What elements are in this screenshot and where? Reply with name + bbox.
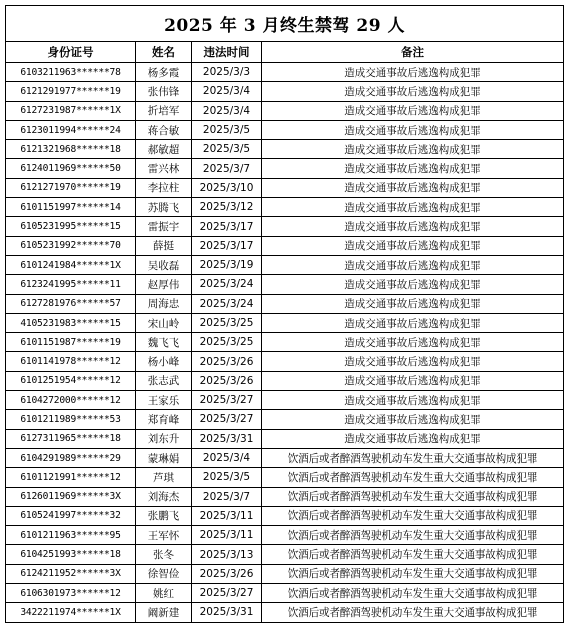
violation-date-cell: 2025/3/27 [192,584,262,603]
table-row [6,140,564,159]
id-number-cell: 6105231992******70 [6,236,136,255]
id-number-cell: 6127311965******18 [6,429,136,448]
violation-date-cell: 2025/3/10 [192,178,262,197]
table-row [6,120,564,139]
table-row [6,294,564,313]
violation-date-cell: 2025/3/24 [192,294,262,313]
violation-date-cell: 2025/3/26 [192,352,262,371]
remark-cell: 饮酒后或者醉酒驾驶机动车发生重大交通事故构成犯罪 [262,468,564,487]
name-cell: 王家乐 [136,391,192,410]
name-cell: 张鹏飞 [136,506,192,525]
violation-date-cell: 2025/3/11 [192,506,262,525]
name-cell: 周海忠 [136,294,192,313]
name-cell: 郝敏超 [136,140,192,159]
name-cell: 张冬 [136,545,192,564]
violation-date-cell: 2025/3/4 [192,101,262,120]
remark-cell: 造成交通事故后逃逸构成犯罪 [262,275,564,294]
id-number-cell: 6106301973******12 [6,584,136,603]
remark-cell: 造成交通事故后逃逸构成犯罪 [262,255,564,274]
remark-cell: 造成交通事故后逃逸构成犯罪 [262,333,564,352]
table-row [6,159,564,178]
name-cell: 张伟锋 [136,82,192,101]
name-cell: 蒋合敏 [136,120,192,139]
remark-cell: 造成交通事故后逃逸构成犯罪 [262,352,564,371]
id-number-cell: 6105241997******32 [6,506,136,525]
violation-date-cell: 2025/3/26 [192,564,262,583]
name-cell: 杨小峰 [136,352,192,371]
remark-cell: 造成交通事故后逃逸构成犯罪 [262,429,564,448]
violation-date-cell: 2025/3/24 [192,275,262,294]
id-number-cell: 6127281976******57 [6,294,136,313]
violation-date-cell: 2025/3/25 [192,313,262,332]
id-number-cell: 6124011969******50 [6,159,136,178]
name-cell: 郑育峰 [136,410,192,429]
table-row [6,391,564,410]
id-number-cell: 6101151987******19 [6,333,136,352]
table-row [6,545,564,564]
table-row [6,371,564,390]
name-cell: 薛挺 [136,236,192,255]
violation-date-cell: 2025/3/19 [192,255,262,274]
table-row [6,101,564,120]
id-number-cell: 6104291989******29 [6,448,136,467]
id-number-cell: 6121271970******19 [6,178,136,197]
id-number-cell: 6121321968******18 [6,140,136,159]
id-number-cell: 6104251993******18 [6,545,136,564]
name-cell: 芦琪 [136,468,192,487]
table-body [6,63,564,623]
remark-cell: 造成交通事故后逃逸构成犯罪 [262,217,564,236]
header-name: 姓名 [136,42,192,63]
id-number-cell: 6126011969******3X [6,487,136,506]
name-cell: 刘海杰 [136,487,192,506]
table-title: 2025 年 3 月终生禁驾 29 人 [6,6,564,42]
table-row [6,313,564,332]
table-row [6,217,564,236]
violation-date-cell: 2025/3/4 [192,82,262,101]
remark-cell: 造成交通事故后逃逸构成犯罪 [262,120,564,139]
remark-cell: 造成交通事故后逃逸构成犯罪 [262,101,564,120]
table-row [6,429,564,448]
remark-cell: 造成交通事故后逃逸构成犯罪 [262,82,564,101]
remark-cell: 造成交通事故后逃逸构成犯罪 [262,198,564,217]
remark-cell: 饮酒后或者醉酒驾驶机动车发生重大交通事故构成犯罪 [262,448,564,467]
remark-cell: 造成交通事故后逃逸构成犯罪 [262,140,564,159]
remark-cell: 饮酒后或者醉酒驾驶机动车发生重大交通事故构成犯罪 [262,526,564,545]
violation-date-cell: 2025/3/27 [192,410,262,429]
table-row [6,63,564,82]
name-cell: 苏腾飞 [136,198,192,217]
violation-date-cell: 2025/3/11 [192,526,262,545]
table-row [6,584,564,603]
name-cell: 王军怀 [136,526,192,545]
table-row [6,564,564,583]
title-row [6,6,564,42]
name-cell: 吴收磊 [136,255,192,274]
violation-date-cell: 2025/3/26 [192,371,262,390]
table-row [6,410,564,429]
name-cell: 蒙琳娟 [136,448,192,467]
document-sheet [5,5,563,627]
violation-date-cell: 2025/3/5 [192,468,262,487]
header-row [6,42,564,63]
header-id-number: 身份证号 [6,42,136,63]
table-row [6,603,564,622]
name-cell: 李拉柱 [136,178,192,197]
name-cell: 雷振宇 [136,217,192,236]
remark-cell: 造成交通事故后逃逸构成犯罪 [262,313,564,332]
table-row [6,526,564,545]
remark-cell: 造成交通事故后逃逸构成犯罪 [262,236,564,255]
id-number-cell: 6101121991******12 [6,468,136,487]
violation-date-cell: 2025/3/4 [192,448,262,467]
remark-cell: 饮酒后或者醉酒驾驶机动车发生重大交通事故构成犯罪 [262,584,564,603]
table-row [6,178,564,197]
header-violation-date: 违法时间 [192,42,262,63]
remark-cell: 饮酒后或者醉酒驾驶机动车发生重大交通事故构成犯罪 [262,564,564,583]
remark-cell: 饮酒后或者醉酒驾驶机动车发生重大交通事故构成犯罪 [262,487,564,506]
violation-date-cell: 2025/3/7 [192,159,262,178]
remark-cell: 造成交通事故后逃逸构成犯罪 [262,178,564,197]
id-number-cell: 6103211963******78 [6,63,136,82]
table-row [6,352,564,371]
violation-date-cell: 2025/3/17 [192,217,262,236]
remark-cell: 饮酒后或者醉酒驾驶机动车发生重大交通事故构成犯罪 [262,545,564,564]
table-row [6,487,564,506]
table-row [6,255,564,274]
remark-cell: 饮酒后或者醉酒驾驶机动车发生重大交通事故构成犯罪 [262,506,564,525]
id-number-cell: 6123011994******24 [6,120,136,139]
violation-date-cell: 2025/3/5 [192,140,262,159]
id-number-cell: 6101251954******12 [6,371,136,390]
remark-cell: 造成交通事故后逃逸构成犯罪 [262,391,564,410]
name-cell: 阚新建 [136,603,192,622]
table-row [6,82,564,101]
table-row [6,275,564,294]
name-cell: 刘东升 [136,429,192,448]
id-number-cell: 4105231983******15 [6,313,136,332]
id-number-cell: 3422211974******1X [6,603,136,622]
table-row [6,333,564,352]
remark-cell: 造成交通事故后逃逸构成犯罪 [262,159,564,178]
table-row [6,506,564,525]
table-row [6,448,564,467]
table-row [6,468,564,487]
violation-date-cell: 2025/3/5 [192,120,262,139]
name-cell: 张志武 [136,371,192,390]
violation-date-cell: 2025/3/17 [192,236,262,255]
violation-date-cell: 2025/3/27 [192,391,262,410]
name-cell: 雷兴林 [136,159,192,178]
violation-date-cell: 2025/3/3 [192,63,262,82]
name-cell: 魏飞飞 [136,333,192,352]
id-number-cell: 6127231987******1X [6,101,136,120]
violation-date-cell: 2025/3/31 [192,429,262,448]
id-number-cell: 6105231995******15 [6,217,136,236]
name-cell: 姚红 [136,584,192,603]
name-cell: 杨多霞 [136,63,192,82]
violation-date-cell: 2025/3/25 [192,333,262,352]
id-number-cell: 6104272000******12 [6,391,136,410]
remark-cell: 造成交通事故后逃逸构成犯罪 [262,410,564,429]
name-cell: 折培军 [136,101,192,120]
violation-date-cell: 2025/3/31 [192,603,262,622]
remark-cell: 造成交通事故后逃逸构成犯罪 [262,371,564,390]
id-number-cell: 6101211963******95 [6,526,136,545]
violation-date-cell: 2025/3/12 [192,198,262,217]
id-number-cell: 6101211989******53 [6,410,136,429]
name-cell: 赵厚伟 [136,275,192,294]
id-number-cell: 6124211952******3X [6,564,136,583]
violation-date-cell: 2025/3/13 [192,545,262,564]
name-cell: 徐智俭 [136,564,192,583]
id-number-cell: 6123241995******11 [6,275,136,294]
id-number-cell: 6121291977******19 [6,82,136,101]
id-number-cell: 6101151997******14 [6,198,136,217]
id-number-cell: 6101141978******12 [6,352,136,371]
header-remark: 备注 [262,42,564,63]
remark-cell: 造成交通事故后逃逸构成犯罪 [262,294,564,313]
table-row [6,236,564,255]
ban-list-table [5,5,564,623]
name-cell: 宋山岭 [136,313,192,332]
id-number-cell: 6101241984******1X [6,255,136,274]
violation-date-cell: 2025/3/7 [192,487,262,506]
table-row [6,198,564,217]
remark-cell: 造成交通事故后逃逸构成犯罪 [262,63,564,82]
remark-cell: 饮酒后或者醉酒驾驶机动车发生重大交通事故构成犯罪 [262,603,564,622]
